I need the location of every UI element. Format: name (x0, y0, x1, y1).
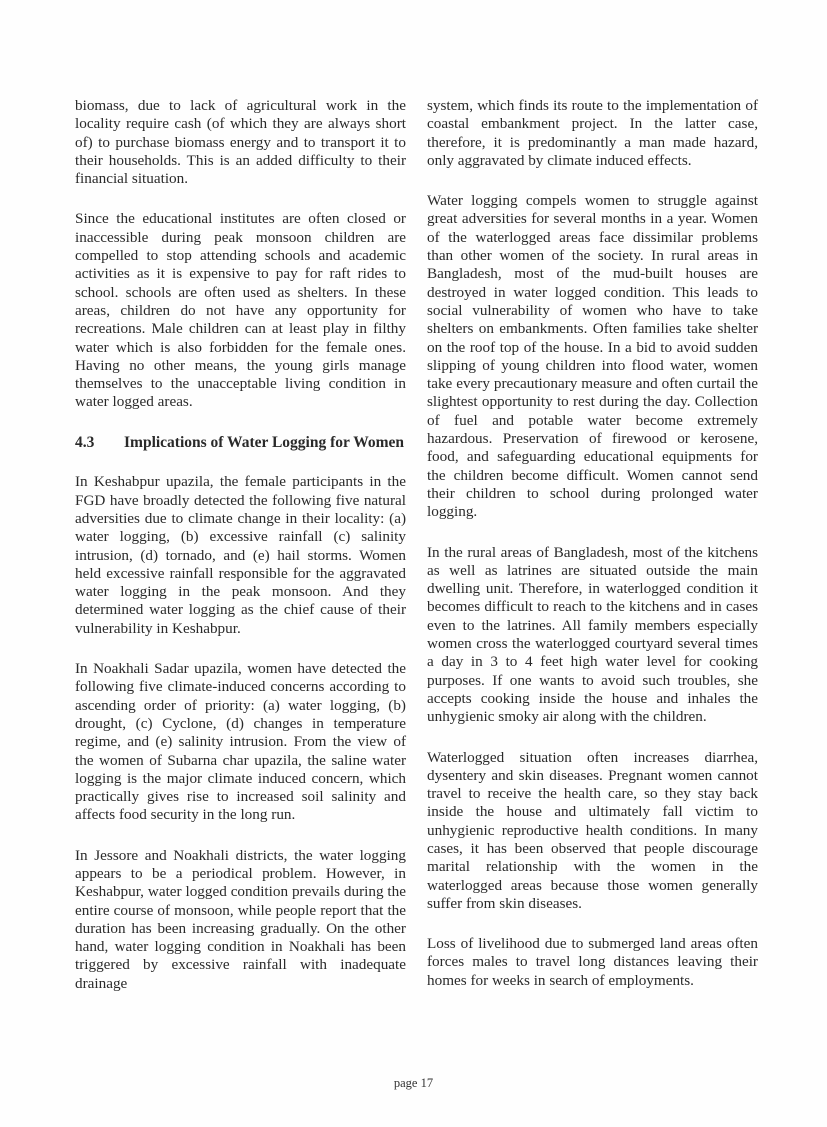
paragraph-health: Waterlogged situation often increases diarrhea, dysentery and skin diseases. Pregnant women cannot travel to receive the health care, so they stay back inside the house and ultimately fall victim to unhygienic reproductive health conditions. In many cases, it has been observed that people discourage marital relationship with the women in the waterlogged areas because those women generally suffer from skin diseases. (427, 748, 758, 912)
paragraph-kitchens: In the rural areas of Bangladesh, most of the kitchens as well as latrines are situated outside the main dwelling unit. Therefore, in waterlogged condition it becomes difficult to reach to the kitchens and in cases even to the latrines. All family members especially women cross the waterlogged courtyard several times a day in 3 to 4 feet high water level for cooking purposes. If one wants to avoid such troubles, she accepts cooking inside the house and inhales the unhygienic smoky air along with the children. (427, 543, 758, 726)
paragraph-jessore: In Jessore and Noakhali districts, the water logging appears to be a periodical problem. However, in Keshabpur, water logged condition prevails during the entire course of monsoon, while people report that the duration has been increasing gradually. On the other hand, water logging condition in Noakhali has been triggered by excessive rainfall with inadequate drainage (75, 846, 406, 992)
section-number: 4.3 (75, 433, 95, 451)
two-column-body (75, 97, 758, 993)
section-title: Implications of Water Logging for Women (124, 433, 405, 451)
paragraph-struggle: Water logging compels women to struggle against great adversities for several months in a year. Women of the waterlogged areas face dissimilar problems than other women of the society. In rural areas in Bangladesh, most of the mud-built houses are destroyed in water logged condition. This leads to social vulnerability of women who have to take shelters on embankments. Often families take shelter on the roof top of the house. In a bid to avoid sudden slipping of young children into flood water, women take every precautionary measure and often curtail the slightest opportunity to rest during the day. Collection of fuel and potable water become extremely hazardous. Preservation of firewood or kerosene, food, and safeguarding educational equipments for the children become difficult. Women cannot send their children to school during prolonged water logging. (427, 192, 758, 521)
paragraph-education: Since the educational institutes are often closed or inaccessible during peak monsoon children are compelled to stop attending schools and academic activities as it is expensive to pay for raft rides to school. schools are often used as shelters. In these areas, children do not have any opportunity for recreations. Male children can at least play in filthy water which is also forbidden for the female ones. Having no other means, the young girls manage themselves to the unacceptable living condition in water logged areas. (75, 210, 406, 411)
paragraph-keshabpur: In Keshabpur upazila, the female participants in the FGD have broadly detected the following five natural adversities due to climate change in their locality: (a) water logging, (b) excessive rainfall (c) salinity intrusion, (d) tornado, and (e) hail storms. Women held excessive rainfall responsible for the aggravated water logging in the peak monsoon. And they determined water logging as the chief cause of their vulnerability in Keshabpur. (75, 473, 406, 637)
paragraph-system: system, which finds its route to the implementation of coastal embankment project. In the latter case, therefore, it is predominantly a man made hazard, only aggravated by climate induced effects. (427, 97, 758, 169)
right-column (427, 97, 758, 993)
page-number: page 17 (393, 1076, 434, 1090)
paragraph-noakhali: In Noakhali Sadar upazila, women have detected the following five climate-induced concerns according to ascending order of priority: (a) water logging, (b) drought, (c) Cyclone, (d) changes in temperature regime, and (e) salinity intrusion. From the view of the women of Subarna char upazila, the saline water logging is the major climate induced concern, which practically gives rise to increased soil salinity and affects food security in the long run. (75, 660, 406, 824)
paragraph-livelihood: Loss of livelihood due to submerged land areas often forces males to travel long distances leaving their homes for weeks in search of employments. (427, 935, 758, 989)
left-column (75, 97, 406, 993)
paragraph-biomass: biomass, due to lack of agricultural work in the locality require cash (of which they are always short of) to purchase biomass energy and to transport it to their households. This is an added difficulty to their financial situation. (75, 97, 406, 188)
section-heading-4-3 (75, 434, 406, 453)
